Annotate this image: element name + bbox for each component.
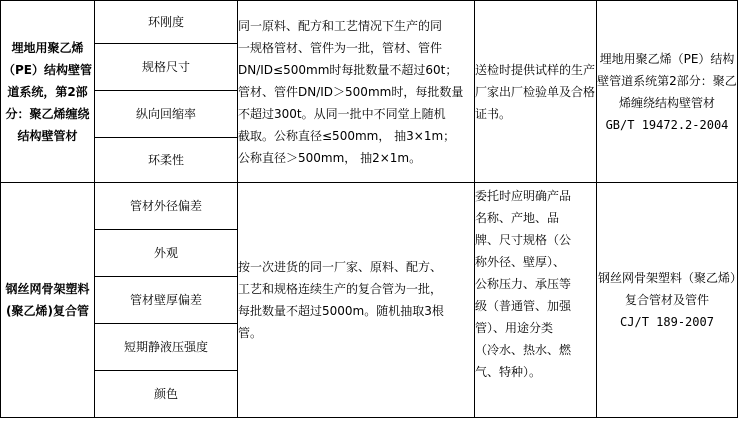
documents-cell <box>475 183 597 418</box>
test-item: 环柔性 <box>147 153 184 167</box>
sampling-line: 一规格管材、管件为一批，管材、管件 <box>238 40 443 55</box>
sampling-line: 管。 <box>238 326 263 340</box>
documents-line: 名称、产地、品 <box>475 211 560 225</box>
test-item: 颜色 <box>153 387 178 401</box>
test-item: 规格尺寸 <box>141 60 190 74</box>
test-item-cell <box>95 324 238 371</box>
standard-name: 钢丝网骨架塑料（聚乙烯）复合管材及管件 <box>597 271 736 307</box>
documents-text: 送检时提供试样的生产厂家出厂检验单及合格证书。 <box>475 62 596 121</box>
documents-line: 公称压力、承压等 <box>475 277 572 291</box>
documents-line: 级（普通管、加强 <box>475 299 572 313</box>
test-item-cell <box>95 277 238 324</box>
sampling-line: DN/ID≤500mm时每批数量不超过60t； <box>238 62 458 77</box>
test-item: 短期静液压强度 <box>123 340 208 354</box>
test-item-cell <box>95 183 238 230</box>
sampling-line: 每批数量不超过5000m。随机抽取3根 <box>238 304 444 318</box>
standard-code: GB/T 19472.2-2004 <box>605 117 729 132</box>
product-name: 钢丝网骨架塑料(聚乙烯)复合管 <box>5 282 90 318</box>
test-item: 管材外径偏差 <box>129 199 202 213</box>
documents-line: （冷水、热水、燃 <box>475 343 572 357</box>
test-item-cell <box>95 44 238 91</box>
test-item: 纵向回缩率 <box>135 107 196 121</box>
documents-cell <box>475 1 597 183</box>
standard-name: 埋地用聚乙烯（PE）结构壁管道系统第2部分：聚乙烯缠绕结构壁管材 <box>597 51 737 110</box>
sampling-line: 工艺和规格连续生产的复合管为一批， <box>238 282 443 296</box>
test-item: 环刚度 <box>147 15 184 29</box>
test-item: 外观 <box>153 246 178 260</box>
sampling-line: 同一原料、配方和工艺情况下生产的同 <box>238 18 443 33</box>
standard-code: CJ/T 189-2007 <box>620 315 714 329</box>
sampling-line: 管材、管件DN/ID＞500mm时，每批数量 <box>238 84 464 99</box>
test-item-cell <box>95 230 238 277</box>
test-item-cell <box>95 1 238 44</box>
product-name-cell <box>1 1 95 183</box>
sampling-line: 按一次进货的同一厂家、原料、配方、 <box>238 260 443 274</box>
test-item: 管材壁厚偏差 <box>129 293 202 307</box>
table-row <box>1 183 738 230</box>
sampling-rule-cell <box>238 183 475 418</box>
sampling-line: 不超过300t。从同一批中不同堂上随机 <box>238 106 446 121</box>
documents-line: 委托时应明确产品 <box>475 189 572 203</box>
test-item-cell <box>95 371 238 418</box>
documents-line: 称外径、壁厚）、 <box>475 255 566 269</box>
documents-line: 气、特种）。 <box>475 365 542 379</box>
sampling-line: 截取。公称直径≤500mm， 抽3×1m； <box>238 128 456 143</box>
product-name-cell <box>1 183 95 418</box>
sampling-rule-cell <box>238 1 475 183</box>
documents-line: 牌、尺寸规格（公 <box>475 233 572 247</box>
table-row <box>1 1 738 44</box>
test-item-cell <box>95 138 238 183</box>
product-name: 埋地用聚乙烯（PE）结构壁管道系统，第2部分：聚乙烯缠绕结构壁管材 <box>3 40 92 143</box>
sampling-line: 公称直径＞500mm， 抽2×1m。 <box>238 150 422 165</box>
standard-cell <box>597 1 738 183</box>
standard-cell <box>597 183 738 418</box>
test-item-cell <box>95 91 238 138</box>
documents-line: 管）、用途分类 <box>475 321 554 335</box>
